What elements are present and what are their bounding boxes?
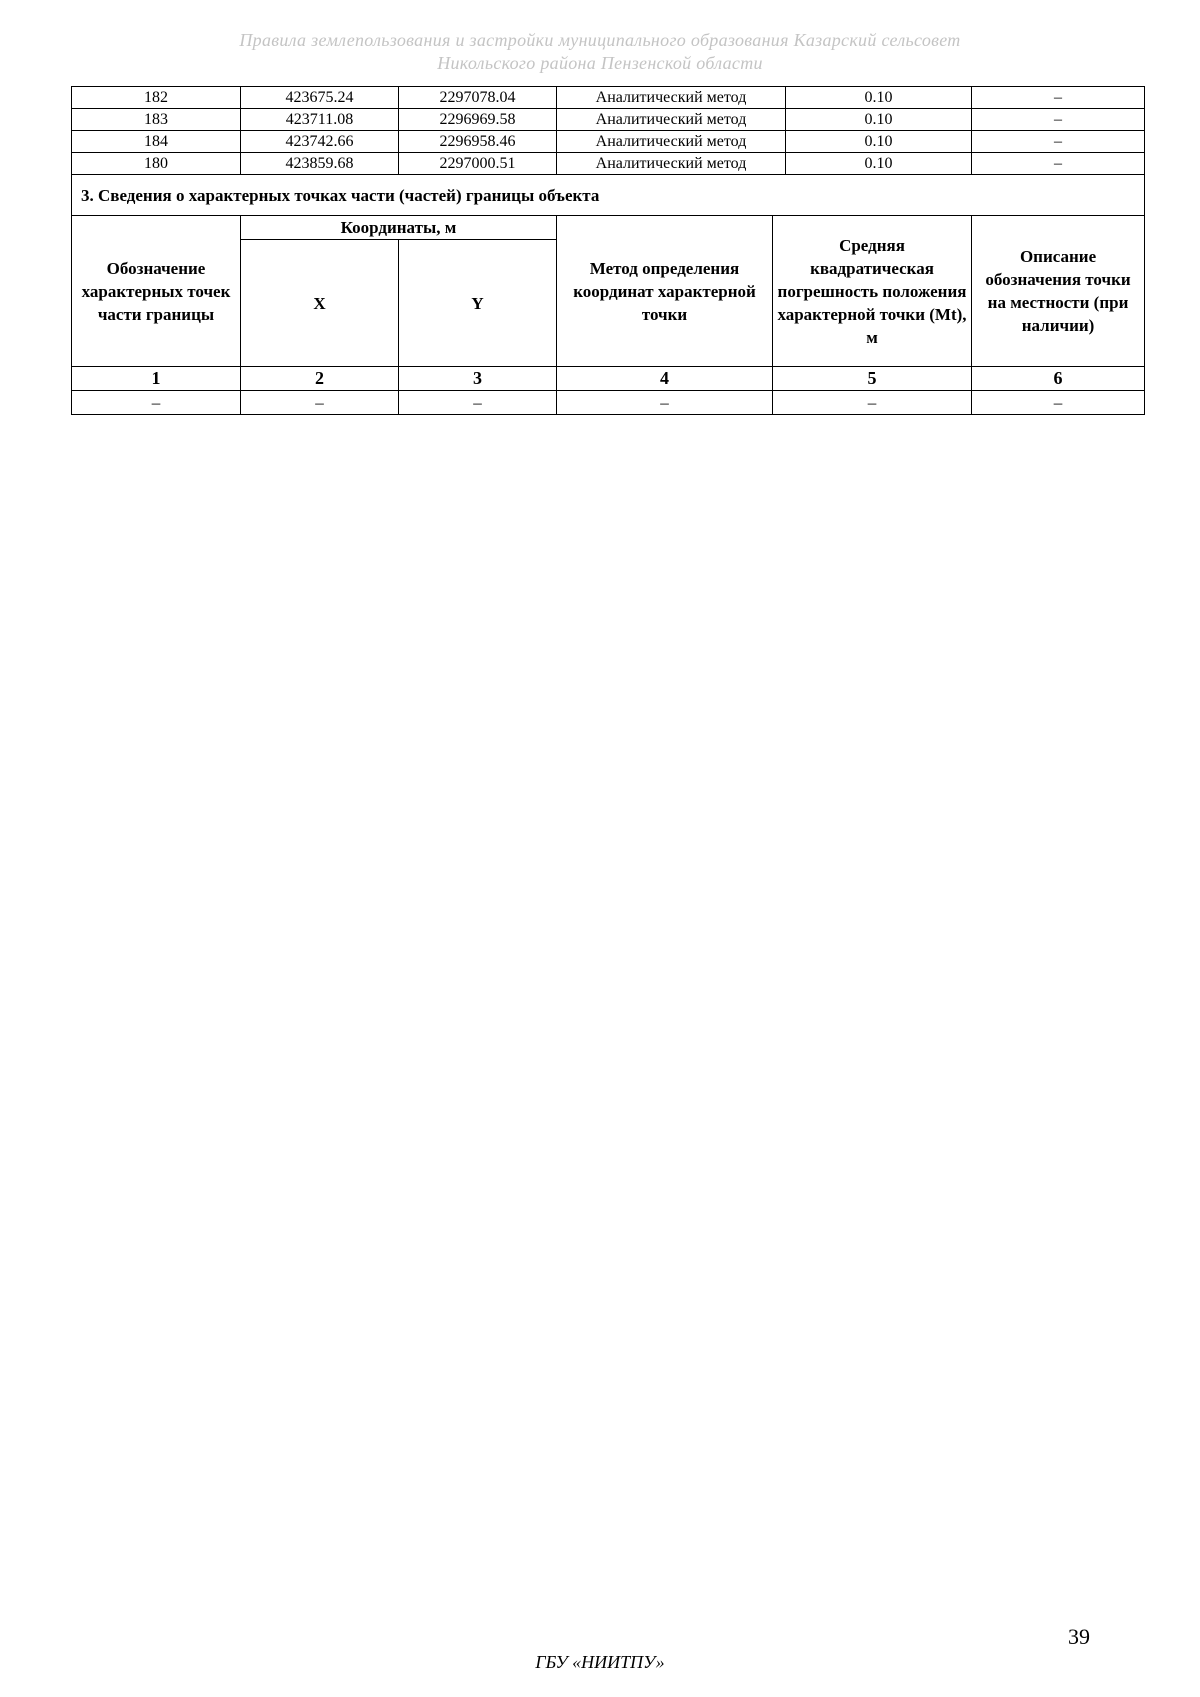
header-method: Метод определения координат характерной точки	[557, 216, 773, 367]
coordinates-table	[71, 86, 1145, 175]
method-cell: Аналитический метод	[557, 153, 786, 175]
y-cell: 2296969.58	[399, 109, 557, 131]
table-row	[72, 109, 1145, 131]
empty-cell: –	[773, 391, 972, 415]
header-x: X	[241, 240, 399, 367]
x-cell: 423859.68	[241, 153, 399, 175]
empty-cell: –	[557, 391, 773, 415]
table-row	[72, 153, 1145, 175]
header-y: Y	[399, 240, 557, 367]
description-cell: –	[972, 131, 1145, 153]
header-description: Описание обозначения точки на местности (при наличии)	[972, 216, 1145, 367]
empty-cell: –	[972, 391, 1145, 415]
description-cell: –	[972, 87, 1145, 109]
error-cell: 0.10	[786, 109, 972, 131]
description-cell: –	[972, 109, 1145, 131]
boundary-parts-table	[71, 174, 1145, 415]
description-cell: –	[972, 153, 1145, 175]
footer-organization: ГБУ «НИИТПУ»	[535, 1652, 665, 1672]
point-id-cell: 182	[72, 87, 241, 109]
table-row	[72, 87, 1145, 109]
header-error-text: Средняя квадратическая погрешность положения характерной точки (Mt), м	[777, 235, 967, 347]
point-id-cell: 183	[72, 109, 241, 131]
empty-cell: –	[72, 391, 241, 415]
column-number: 2	[241, 367, 399, 391]
error-cell: 0.10	[786, 131, 972, 153]
header-error	[773, 216, 972, 367]
method-cell: Аналитический метод	[557, 131, 786, 153]
column-number: 6	[972, 367, 1145, 391]
y-cell: 2297000.51	[399, 153, 557, 175]
method-cell: Аналитический метод	[557, 109, 786, 131]
x-cell: 423675.24	[241, 87, 399, 109]
column-number: 5	[773, 367, 972, 391]
point-id-cell: 180	[72, 153, 241, 175]
header-point-designation: Обозначение характерных точек части границы	[72, 216, 241, 367]
y-cell: 2296958.46	[399, 131, 557, 153]
x-cell: 423711.08	[241, 109, 399, 131]
header-line-2: Никольского района Пензенской области	[437, 53, 763, 73]
header-coordinates: Координаты, м	[241, 216, 557, 240]
table-row	[72, 391, 1145, 415]
header-line-1: Правила землепользования и застройки муниципального образования Казарский сельсовет	[239, 30, 961, 50]
empty-cell: –	[241, 391, 399, 415]
table-row	[72, 131, 1145, 153]
x-cell: 423742.66	[241, 131, 399, 153]
point-id-cell: 184	[72, 131, 241, 153]
column-number: 4	[557, 367, 773, 391]
column-number: 3	[399, 367, 557, 391]
method-cell: Аналитический метод	[557, 87, 786, 109]
page-number: 39	[1068, 1624, 1090, 1649]
error-cell: 0.10	[786, 87, 972, 109]
section-title: 3. Сведения о характерных точках части (частей) границы объекта	[72, 175, 1145, 216]
column-number: 1	[72, 367, 241, 391]
y-cell: 2297078.04	[399, 87, 557, 109]
empty-cell: –	[399, 391, 557, 415]
error-cell: 0.10	[786, 153, 972, 175]
